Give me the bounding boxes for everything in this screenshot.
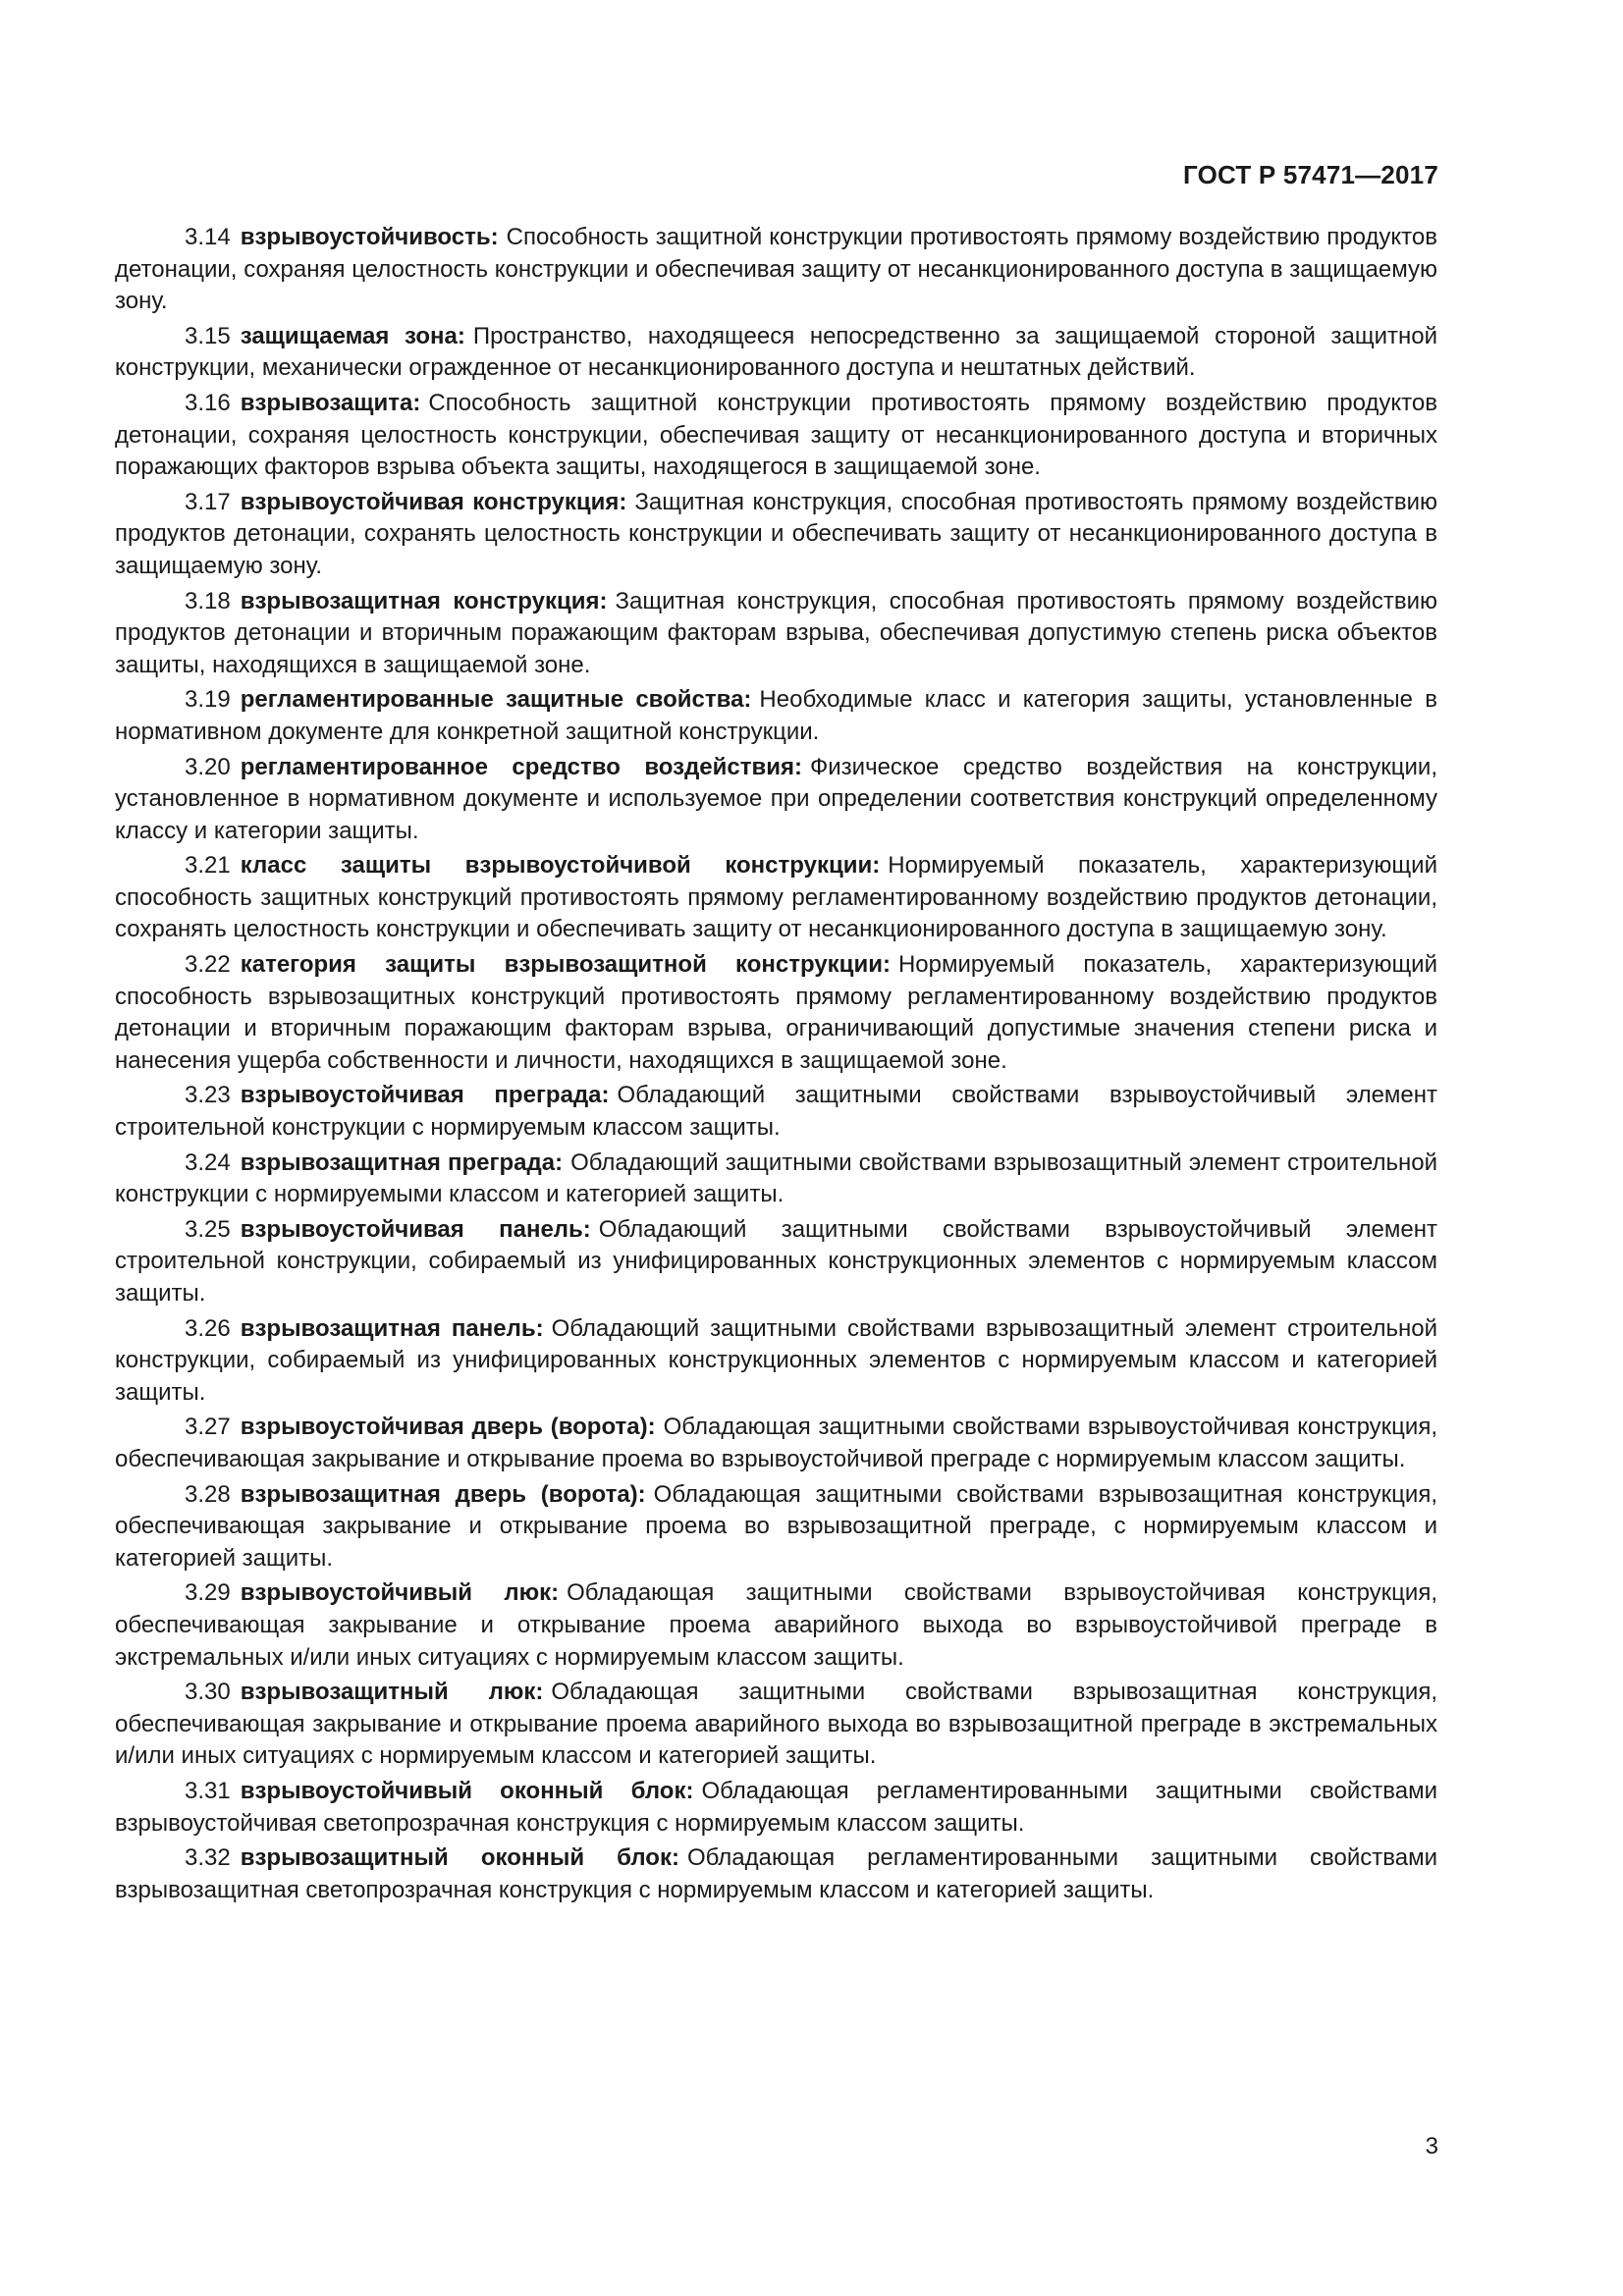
definition-entry [115, 1412, 1437, 1475]
entry-number: 3.14 [185, 224, 231, 250]
definition-entry [115, 1776, 1437, 1840]
entry-term: взрывозащита: [240, 389, 421, 416]
entry-number: 3.24 [185, 1148, 231, 1176]
entry-text: Способность защитной конструкции противостоять прямому воздействию продуктов детонации, сохраняя целостность конструкции, обеспечивая защиту от несанкционированного доступа и вторичных поражающих факторов взрыва объекта защиты, находящегося в защищаемой зоне. [115, 389, 1437, 481]
definition-entry [115, 222, 1437, 318]
definition-entry [115, 850, 1437, 946]
definition-entry [115, 388, 1437, 484]
entry-term: категория защиты взрывозащитной конструкции: [240, 951, 891, 979]
entry-term: класс защиты взрывоустойчивой конструкции: [240, 852, 881, 880]
definition-entry [115, 752, 1437, 848]
entry-term: взрывоустойчивая преграда: [240, 1082, 610, 1109]
definitions-list [115, 222, 1437, 1909]
entry-number: 3.22 [185, 951, 231, 979]
definition-entry [115, 1842, 1437, 1906]
entry-number: 3.15 [185, 322, 231, 349]
definition-entry [115, 1214, 1437, 1310]
definition-entry [115, 1313, 1437, 1410]
entry-text: Пространство, находящееся непосредственно за защищаемой стороной защитной конструкции, механически огражденное от несанкционированного доступа и нештатных действий. [115, 322, 1437, 382]
entry-term: взрывоустойчивый люк: [240, 1579, 560, 1607]
entry-text: Обладающий защитными свойствами взрывозащитный элемент строительной конструкции, собираемый из унифицированных конструкционных элементов с нормируемым классом и категорией защиты. [115, 1314, 1437, 1406]
entry-term: взрывозащитный люк: [240, 1679, 544, 1706]
entry-number: 3.27 [185, 1414, 231, 1441]
entry-term: взрывоустойчивая конструкция: [240, 488, 627, 515]
definition-entry [115, 586, 1437, 682]
definition-entry [115, 1148, 1437, 1211]
entry-term: защищаемая зона: [240, 322, 465, 349]
entry-term: взрывоустойчивая панель: [240, 1215, 591, 1243]
entry-number: 3.20 [185, 753, 231, 780]
entry-term: взрывоустойчивая дверь (ворота): [240, 1414, 656, 1441]
entry-text: Нормируемый показатель, характеризующий способность защитных конструкций противостоять прямому регламентированному воздействию продуктов детонации, сохранять целостность конструкции и обеспечивать защиту от несанкционированного доступа в защищаемую зону. [115, 852, 1437, 943]
entry-text: Обладающий защитными свойствами взрывоустойчивый элемент строительной конструкции, собираемый из унифицированных конструкционных элементов с нормируемым классом защиты. [115, 1215, 1437, 1307]
entry-number: 3.31 [185, 1777, 231, 1804]
entry-text: Необходимые класс и категория защиты, установленные в нормативном документе для конкретной защитной конструкции. [115, 686, 1437, 745]
entry-term: взрывозащитный оконный блок: [240, 1844, 679, 1872]
entry-number: 3.32 [185, 1844, 231, 1872]
entry-term: взрывоустойчивый оконный блок: [240, 1777, 694, 1804]
entry-number: 3.29 [185, 1579, 231, 1607]
entry-text: Обладающая защитными свойствами взрывозащитная конструкция, обеспечивающая закрывание и открывание проема аварийного выхода во взрывозащитной преграде в экстремальных и/или иных ситуациях с нормируемым классом и категорией защиты. [115, 1679, 1437, 1770]
entry-number: 3.19 [185, 686, 231, 714]
definition-entry [115, 1080, 1437, 1144]
definition-entry [115, 1677, 1437, 1773]
definition-entry [115, 1577, 1437, 1674]
entry-number: 3.25 [185, 1215, 231, 1243]
definition-entry [115, 949, 1437, 1077]
entry-number: 3.21 [185, 852, 231, 880]
definition-entry [115, 1479, 1437, 1575]
entry-number: 3.28 [185, 1480, 231, 1508]
entry-number: 3.18 [185, 587, 231, 614]
entry-text: Обладающий защитными свойствами взрывозащитный элемент строительной конструкции с нормируемыми классом и категорией защиты. [115, 1148, 1437, 1208]
entry-term: регламентированное средство воздействия: [240, 753, 803, 780]
entry-text: Защитная конструкция, способная противостоять прямому воздействию продуктов детонации и вторичным поражающим факторам взрыва, обеспечивая допустимую степень риска объектов защиты, находящихся в защищаемой зоне. [115, 587, 1437, 678]
entry-term: взрывозащитная дверь (ворота): [240, 1480, 646, 1508]
entry-term: взрывозащитная панель: [240, 1314, 544, 1342]
entry-number: 3.16 [185, 389, 231, 416]
entry-number: 3.26 [185, 1314, 231, 1342]
entry-text: Обладающая регламентированными защитными свойствами взрывоустойчивая светопрозрачная конструкция с нормируемым классом защиты. [115, 1777, 1437, 1837]
entry-text: Обладающий защитными свойствами взрывоустойчивый элемент строительной конструкции с нормируемым классом защиты. [115, 1082, 1438, 1142]
entry-text: Обладающая регламентированными защитными свойствами взрывозащитная светопрозрачная конструкция с нормируемым классом и категорией защиты. [115, 1844, 1438, 1903]
entry-text: Способность защитной конструкции противостоять прямому воздействию продуктов детонации, сохраняя целостность конструкции и обеспечивая защиту от несанкционированного доступа в защищаемую зону. [115, 224, 1437, 315]
entry-text: Обладающая защитными свойствами взрывозащитная конструкция, обеспечивающая закрывание и открывание проема во взрывозащитной преграде, с нормируемым классом и категорией защиты. [115, 1480, 1437, 1572]
entry-text: Защитная конструкция, способная противостоять прямому воздействию продуктов детонации, сохранять целостность конструкции и обеспечивать защиту от несанкционированного доступа в защищаемую зону. [115, 488, 1437, 579]
entry-number: 3.17 [185, 488, 231, 515]
document-code-header: ГОСТ Р 57471—2017 [1183, 160, 1438, 189]
definition-entry [115, 684, 1437, 748]
page-number: 3 [1425, 2133, 1438, 2160]
entry-text: Физическое средство воздействия на конструкции, установленное в нормативном документе и используемое при определении соответствия конструкций определенному классу и категории защиты. [115, 753, 1438, 844]
entry-term: взрывозащитная конструкция: [240, 587, 608, 614]
definition-entry [115, 321, 1437, 385]
entry-text: Обладающая защитными свойствами взрывоустойчивая конструкция, обеспечивающая закрывание и открывание проема во взрывоустойчивой преграде с нормируемым классом защиты. [115, 1414, 1437, 1472]
entry-term: взрывозащитная преграда: [240, 1148, 564, 1176]
entry-term: взрывоустойчивость: [240, 224, 499, 250]
definition-entry [115, 487, 1437, 583]
entry-term: регламентированные защитные свойства: [240, 686, 752, 714]
entry-text: Обладающая защитными свойствами взрывоустойчивая конструкция, обеспечивающая закрывание и открывание проема аварийного выхода во взрывоустойчивой преграде в экстремальных и/или иных ситуациях с нормируемым классом защиты. [115, 1579, 1437, 1671]
entry-number: 3.30 [185, 1679, 231, 1706]
entry-number: 3.23 [185, 1082, 231, 1109]
entry-text: Нормируемый показатель, характеризующий способность взрывозащитных конструкций противостоять прямому регламентированному воздействию продуктов детонации и вторичным поражающим факторам взрыва, ограничивающий допустимые значения степени риска и нанесения ущерба собственности и личности, находящихся в защищаемой зоне. [115, 951, 1437, 1074]
